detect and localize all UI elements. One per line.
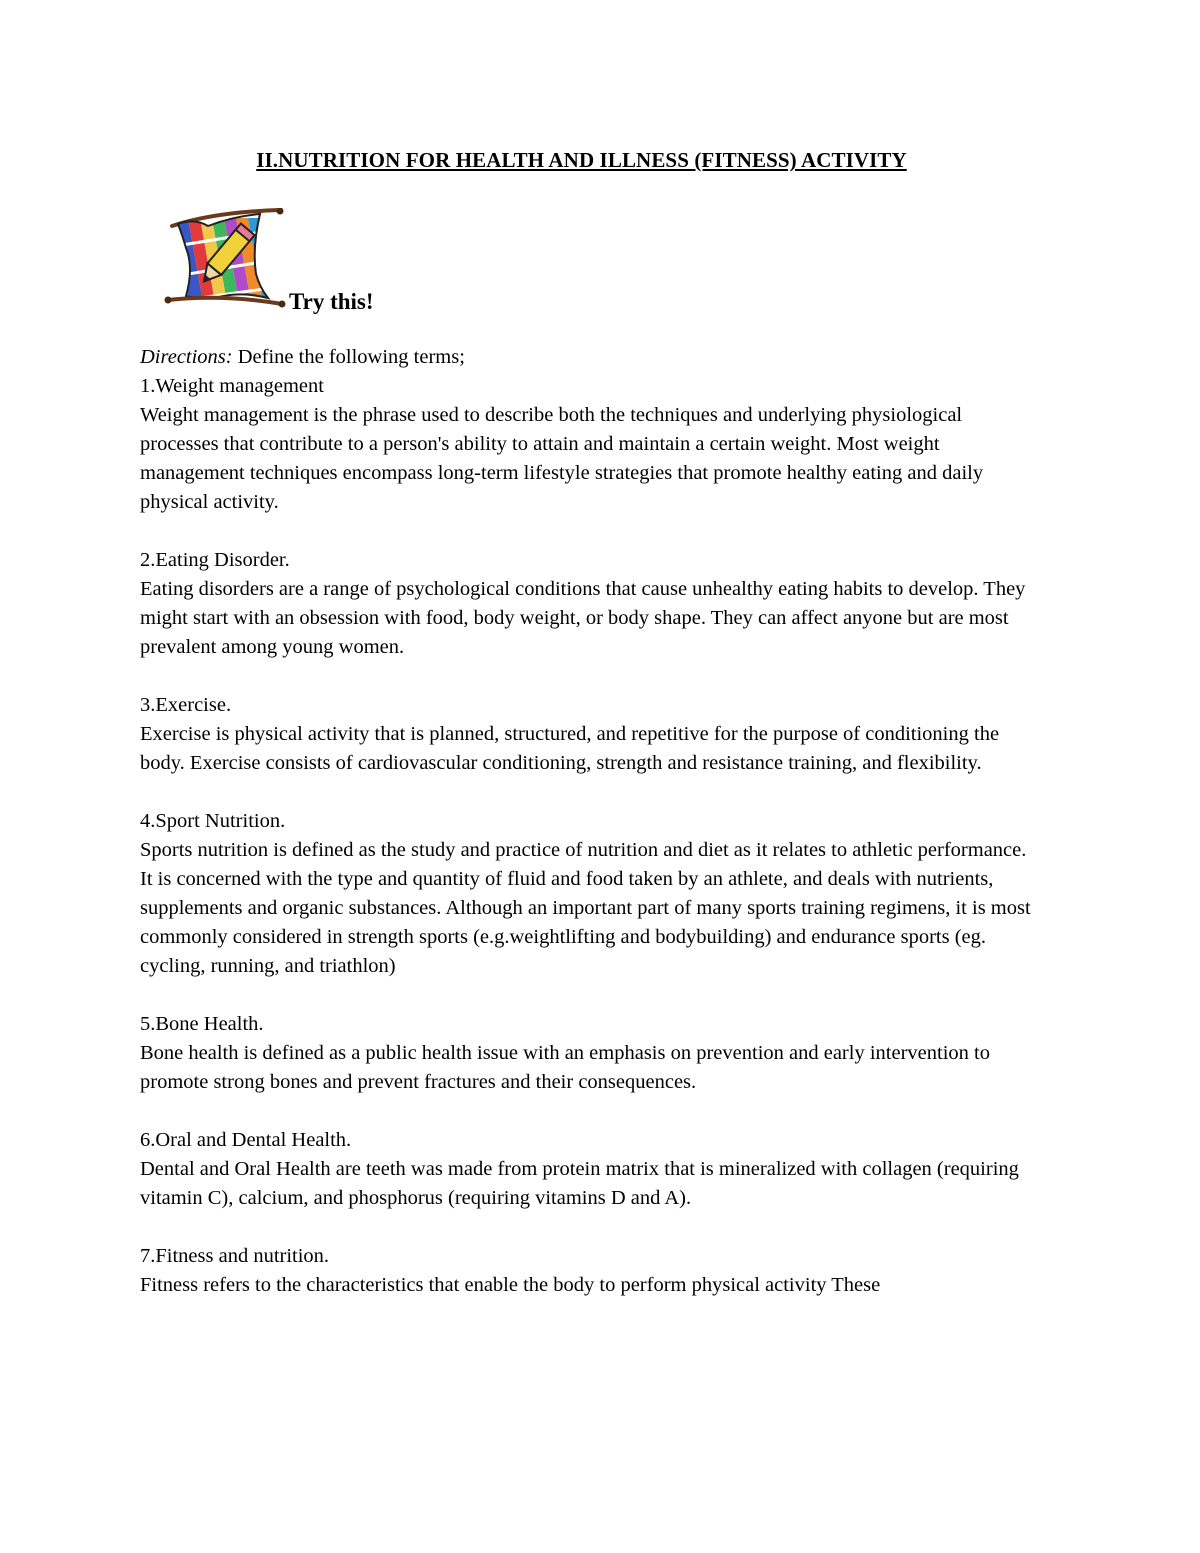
pencil-banner-icon [164, 208, 286, 308]
directions-label: Directions: [140, 346, 233, 368]
page-title: II.NUTRITION FOR HEALTH AND ILLNESS (FITNESS) ACTIVITY [256, 148, 907, 172]
term-heading: 4.Sport Nutrition. [140, 810, 286, 832]
document-body [140, 343, 1040, 1329]
term-definition: Weight management is the phrase used to describe both the techniques and underlying physiological processes that contribute to a person's ability to attain and maintain a certain weight. Most weight management techniques encompass long-term lifestyle strategies that promote healthy eating and daily physical activity. [140, 404, 984, 513]
term-definition: Exercise is physical activity that is planned, structured, and repetitive for the purpose of conditioning the body. Exercise consists of cardiovascular conditioning, strength and resistance training, and flexibility. [140, 723, 1000, 774]
term-section [140, 807, 1040, 981]
term-definition: Bone health is defined as a public health issue with an emphasis on prevention and early intervention to promote strong bones and prevent fractures and their consequences. [140, 1042, 990, 1093]
term-section [140, 1010, 1040, 1097]
term-section [140, 372, 1040, 517]
term-heading: 2.Eating Disorder. [140, 549, 290, 571]
term-definition: Fitness refers to the characteristics that enable the body to perform physical activity These [140, 1274, 881, 1296]
term-section [140, 691, 1040, 778]
term-heading: 7.Fitness and nutrition. [140, 1245, 330, 1267]
term-heading: 3.Exercise. [140, 694, 232, 716]
try-this-heading: Try this! [289, 289, 374, 314]
term-heading: 5.Bone Health. [140, 1013, 264, 1035]
term-section [140, 546, 1040, 662]
term-heading: 1.Weight management [140, 375, 324, 397]
term-heading: 6.Oral and Dental Health. [140, 1129, 352, 1151]
directions [140, 343, 1040, 372]
term-section [140, 1126, 1040, 1213]
term-section [140, 1242, 1040, 1300]
directions-text: Define the following terms; [232, 346, 465, 368]
term-definition: Sports nutrition is defined as the study and practice of nutrition and diet as it relates to athletic performance. It is concerned with the type and quantity of fluid and food taken by an athlete, and deals with nutrients, supplements and organic substances. Although an important part of many sports training regimens, it is most commonly considered in strength sports (e.g.weightlifting and bodybuilding) and endurance sports (eg. cycling, running, and triathlon) [140, 839, 1031, 977]
term-definition: Eating disorders are a range of psychological conditions that cause unhealthy eating habits to develop. They might start with an obsession with food, body weight, or body shape. They can affect anyone but are most prevalent among young women. [140, 578, 1026, 658]
term-definition: Dental and Oral Health are teeth was made from protein matrix that is mineralized with collagen (requiring vitamin C), calcium, and phosphorus (requiring vitamins D and A). [140, 1158, 1019, 1209]
